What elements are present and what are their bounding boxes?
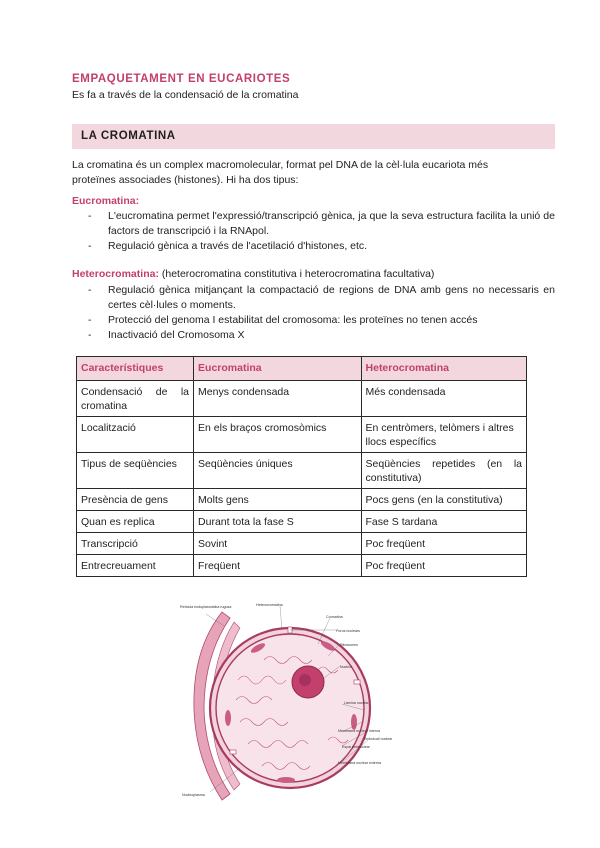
list-item: - L'eucromatina permet l'expressió/transcripció gènica, ja que la seva estructura facilita la unió de factors de transcripció i la RNApol. (88, 210, 555, 237)
table-cell: Condensació de la cromatina (77, 381, 194, 417)
table-cell: Molts gens (194, 489, 361, 511)
table-header-row (77, 357, 527, 381)
label-reticle: Retícula endoplasmàtica rugosa (180, 605, 232, 609)
table-cell: Fase S tardana (361, 511, 526, 533)
table-row (77, 489, 527, 511)
table-header-heterochromatin: Heterocromatina (361, 357, 526, 381)
label-heterocromatina: Heterocromatina (256, 603, 283, 607)
comparison-table (76, 356, 527, 577)
list-item: - Regulació gènica a través de l'acetilació d'histones, etc. (88, 240, 368, 252)
label-cromatina: Cromatina (326, 615, 343, 619)
euchromatin-bullet-1: L'eucromatina permet l'expressió/transcripció gènica, ja que la seva estructura facilita la unió de factors de transcripció i la RNApol. (108, 210, 555, 237)
nucleolus-core (299, 674, 311, 686)
table-cell: Tipus de seqüències (77, 453, 194, 489)
label-poros: Poros nuclears (336, 629, 360, 633)
table-row (77, 555, 527, 577)
table-cell: Freqüent (194, 555, 361, 577)
table-header-euchromatin: Eucromatina (194, 357, 361, 381)
label-membrana-interna: Membrana nuclear interna (338, 729, 380, 733)
label-espai: Espai perinuclear (342, 745, 370, 749)
heterochromatin-bullet-1: Regulació gènica mitjançant la compactació de regions de DNA amb gens no necessaris en certes cèl·lules o moments. (108, 284, 555, 311)
intro-line-2: proteïnes associades (histones). Hi ha dos tipus: (72, 174, 299, 186)
table-row (77, 381, 527, 417)
table-cell: Sovint (194, 533, 361, 555)
table-row (77, 453, 527, 489)
table-cell: Entrecreuament (77, 555, 194, 577)
table-cell: Poc freqüent (361, 533, 526, 555)
label-membrana-externa: Membrana nuclear externa (338, 761, 381, 765)
table-cell: Seqüències úniques (194, 453, 361, 489)
table-cell: Transcripció (77, 533, 194, 555)
table-cell: En centròmers, telòmers i altres llocs específics (361, 417, 526, 453)
euchromatin-heading-line (72, 195, 139, 207)
table-cell: Poc freqüent (361, 555, 526, 577)
heterochromatin-bullet-2: Protecció del genoma I estabilitat del cromosoma: les proteïnes no tenen accés (108, 314, 478, 326)
heterochromatin-list (88, 283, 555, 343)
intro-paragraph (72, 158, 555, 188)
list-item: - Regulació gènica mitjançant la compactació de regions de DNA amb gens no necessaris en certes cèl·lules o moments. (88, 284, 555, 311)
label-embolcall: Embolcall nuclear (364, 737, 393, 741)
euchromatin-heading: Eucromatina: (72, 195, 140, 207)
table-header-characteristics: Característiques (77, 357, 194, 381)
label-nucleol: Nucleol (340, 665, 352, 669)
heterochromatin-heading-line (72, 268, 434, 280)
label-ribosomes: Ribosomes (340, 643, 358, 647)
table-cell: En els braços cromosòmics (194, 417, 361, 453)
heterochromatin-heading: Heterocromatina: (72, 268, 159, 280)
table-cell: Localització (77, 417, 194, 453)
heterochromatin-bullet-3: Inactivació del Cromosoma X (108, 329, 245, 341)
table-cell: Seqüències repetides (en la constitutiva) (361, 453, 526, 489)
table-cell: Durant tota la fase S (194, 511, 361, 533)
label-lamina: Làmina nuclear (344, 701, 369, 705)
table-row (77, 511, 527, 533)
table-row (77, 533, 527, 555)
nuclear-envelope-inner (216, 634, 364, 782)
table-cell: Pocs gens (en la constitutiva) (361, 489, 526, 511)
document-subtitle: Es fa a través de la condensació de la cromatina (72, 89, 299, 101)
intro-line-1: La cromatina és un complex macromolecular, format pel DNA de la cèl·lula eucariota més (72, 159, 489, 171)
euchromatin-bullet-2: Regulació gènica a través de l'acetilació d'histones, etc. (108, 240, 368, 252)
heterochromatin-heading-note: (heterocromatina constitutiva i heterocromatina facultativa) (158, 268, 435, 280)
nucleus-diagram (178, 600, 400, 822)
label-nucleoplasma: Nucleoplasma (182, 793, 205, 797)
list-item: - Inactivació del Cromosoma X (88, 329, 245, 341)
table-cell: Menys condensada (194, 381, 361, 417)
list-item: - Protecció del genoma I estabilitat del cromosoma: les proteïnes no tenen accés (88, 314, 478, 326)
euchromatin-list (88, 209, 555, 254)
table-cell: Presència de gens (77, 489, 194, 511)
table-row (77, 417, 527, 453)
section-title: LA CROMATINA (81, 130, 176, 142)
document-title: EMPAQUETAMENT EN EUCARIOTES (72, 73, 291, 85)
table-cell: Més condensada (361, 381, 526, 417)
table-cell: Quan es replica (77, 511, 194, 533)
